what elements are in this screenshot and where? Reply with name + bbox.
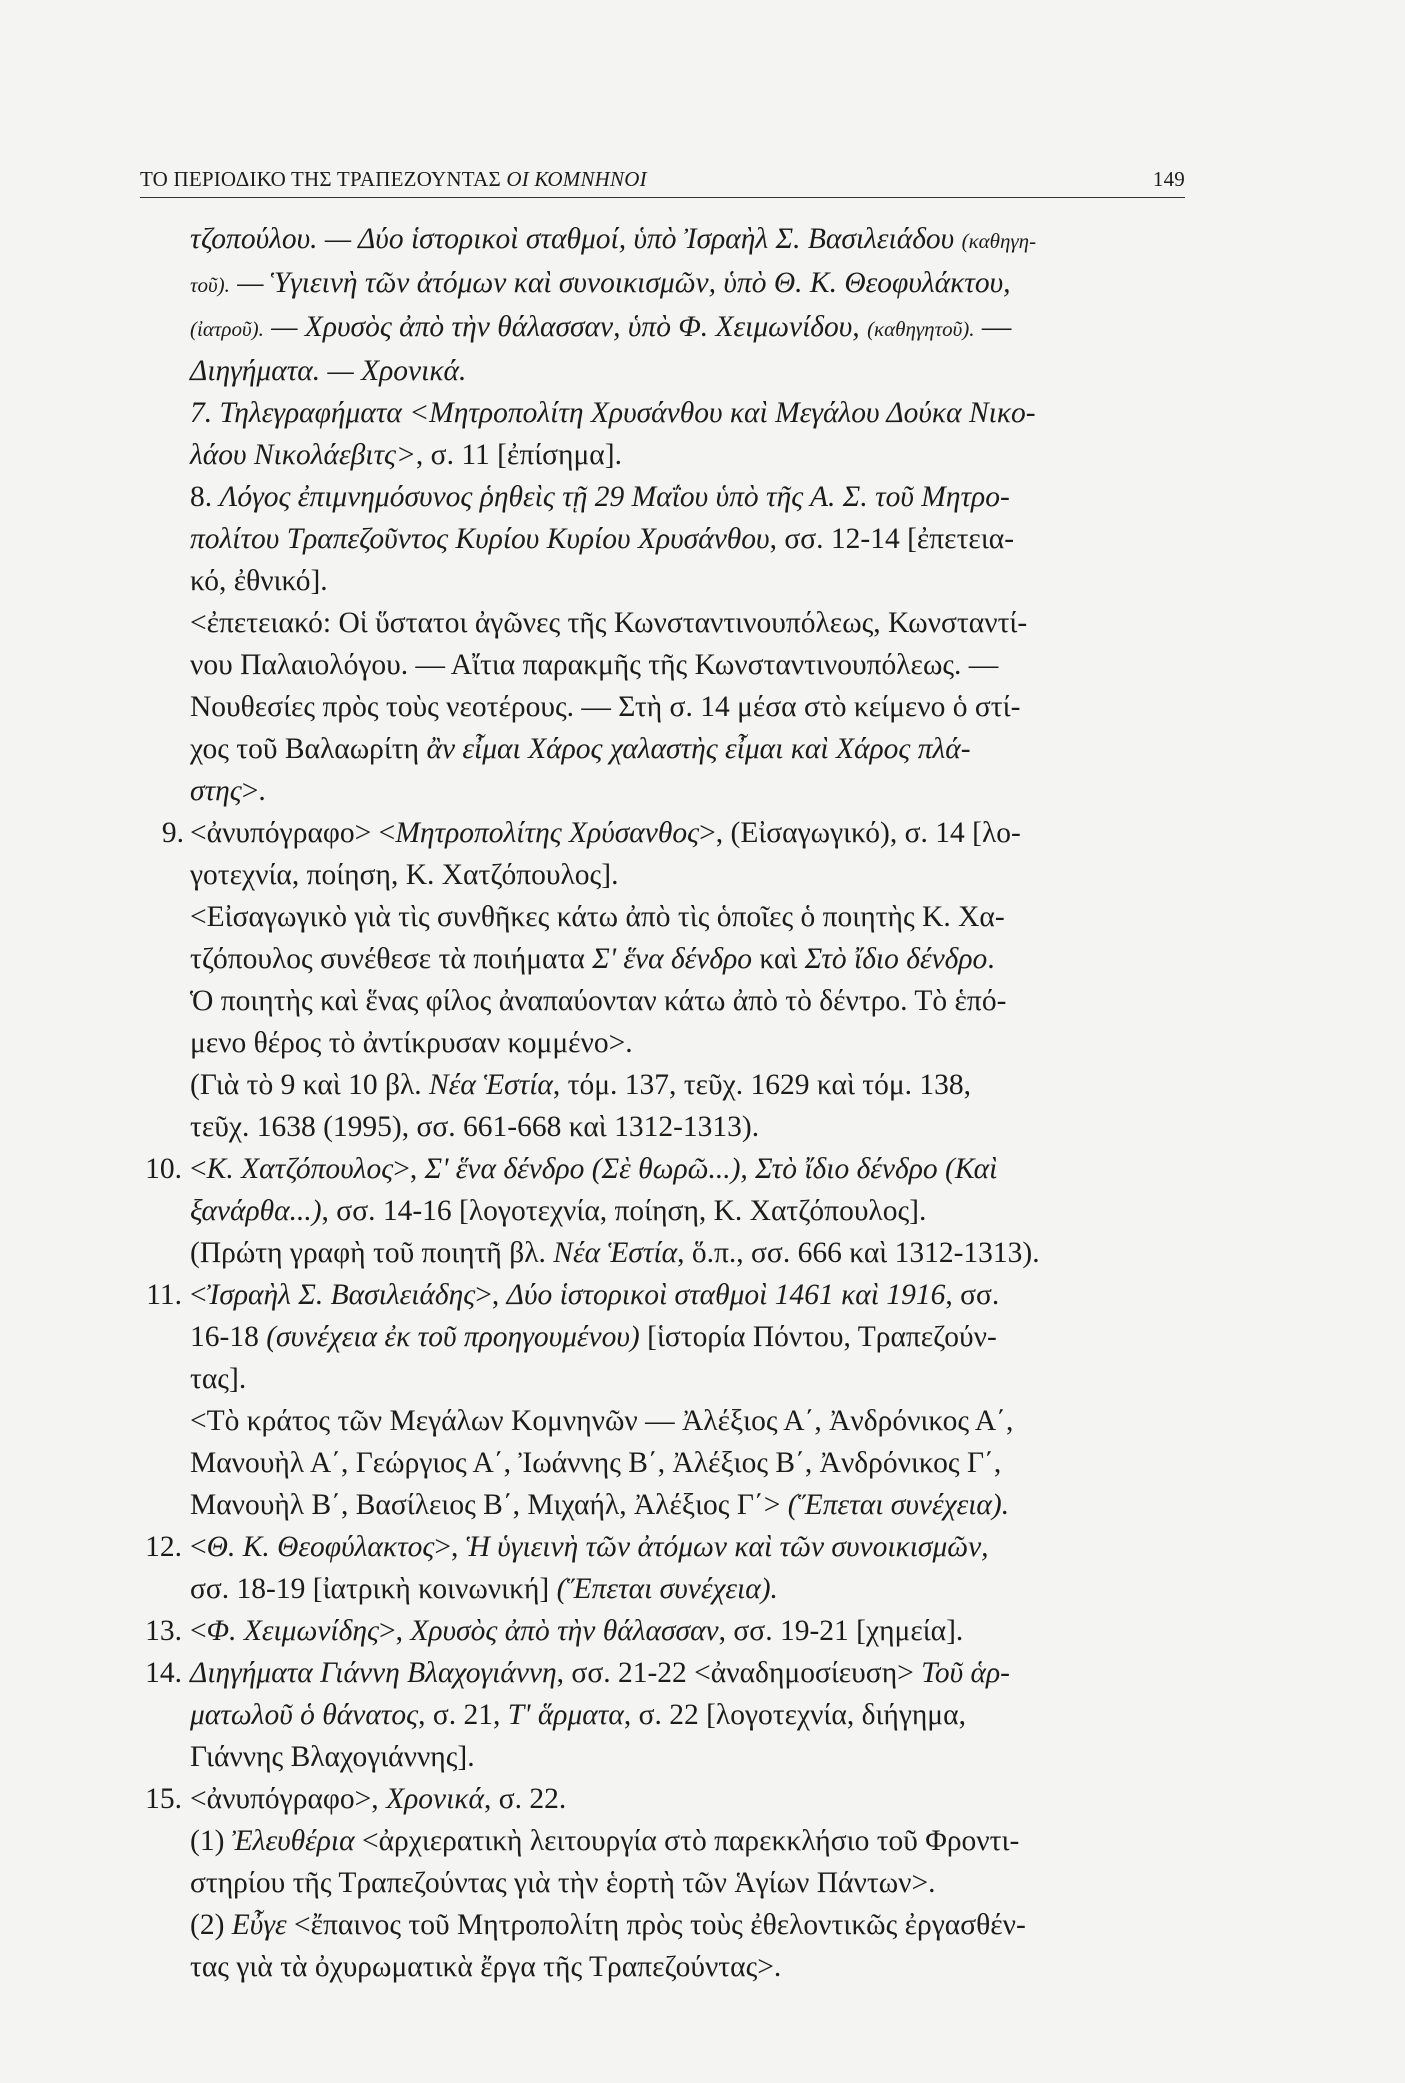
- text-line: τας γιὰ τὰ ὀχυρωματικὰ ἔργα τῆς Τραπεζούντας>.: [190, 1951, 782, 1983]
- text-line: τεῦχ. 1638 (1995), σσ. 661-668 καὶ 1312-1313).: [190, 1111, 760, 1143]
- text-line: νου Παλαιολόγου. — Αἴτια παρακμῆς τῆς Κωνσταντινουπόλεως. —: [190, 649, 999, 681]
- list-item: [190, 392, 1186, 476]
- list-item: [145, 1778, 1186, 1988]
- list-item: [145, 1526, 1186, 1610]
- running-head-italic: ΟΙ ΚΟΜΝΗΝΟΙ: [506, 167, 647, 191]
- text-line: Μανουὴλ Α΄, Γεώργιος Α΄, Ἰωάννης Β΄, Ἀλέξιος Β΄, Ἀνδρόνικος Γ΄,: [190, 1447, 1002, 1479]
- entry-number: 10.: [145, 1153, 182, 1185]
- entry-number: 9.: [161, 817, 184, 849]
- text-line: στης>.: [190, 775, 266, 807]
- list-item: [145, 1148, 1186, 1274]
- running-head-roman: ΤΟ ΠΕΡΙΟΔΙΚΟ ΤΗΣ ΤΡΑΠΕΖΟΥΝΤΑΣ: [140, 167, 507, 191]
- text-line: (ἰατροῦ). — Χρυσὸς ἀπὸ τὴν θάλασσαν, ὑπὸ Φ. Χειμωνίδου, (καθηγητοῦ). —: [190, 311, 1012, 343]
- text-line: κό, ἐθνικό].: [190, 565, 328, 597]
- text-line: τοῦ). — Ὑγιεινὴ τῶν ἀτόμων καὶ συνοικισμῶν, ὑπὸ Θ. Κ. Θεοφυλάκτου,: [190, 267, 1011, 299]
- text-line: <ἐπετειακό: Οἱ ὕστατοι ἀγῶνες τῆς Κωνσταντινουπόλεως, Κωνσταντί-: [190, 607, 1028, 639]
- running-header: [140, 164, 1185, 198]
- text-line: ξανάρθα...), σσ. 14-16 [λογοτεχνία, ποίηση, Κ. Χατζόπουλος].: [190, 1195, 927, 1227]
- text-line: Μανουὴλ Β΄, Βασίλειος Β΄, Μιχαήλ, Ἀλέξιος Γ΄> (Ἕπεται συνέχεια).: [190, 1489, 1010, 1521]
- text-line: Διηγήματα Γιάννη Βλαχογιάννη, σσ. 21-22 <ἀναδημοσίευση> Τοῦ ἁρ-: [190, 1657, 1011, 1689]
- text-line: <Φ. Χειμωνίδης>, Χρυσὸς ἀπὸ τὴν θάλασσαν, σσ. 19-21 [χημεία].: [190, 1615, 964, 1647]
- text-line: Διηγήματα. — Χρονικά.: [190, 355, 467, 387]
- text-line: <Ἰσραὴλ Σ. Βασιλειάδης>, Δύο ἱστορικοὶ σταθμοὶ 1461 καὶ 1916, σσ.: [190, 1279, 1000, 1311]
- list-item: [145, 1610, 1186, 1652]
- list-item: [190, 476, 1186, 812]
- text-line: σσ. 18-19 [ἰατρικὴ κοινωνική] (Ἕπεται συνέχεια).: [190, 1573, 778, 1605]
- text-line: 7. Τηλεγραφήματα <Μητροπολίτη Χρυσάνθου καὶ Μεγάλου Δούκα Νικο-: [190, 397, 1036, 429]
- list-item: [145, 1652, 1186, 1778]
- text-line: <ἀνυπόγραφο>, Χρονικά, σ. 22.: [190, 1783, 567, 1815]
- text-line: πολίτου Τραπεζοῦντος Κυρίου Κυρίου Χρυσάνθου, σσ. 12-14 [ἐπετεια-: [190, 523, 1015, 555]
- text-line: μενο θέρος τὸ ἀντίκρυσαν κομμένο>.: [190, 1027, 633, 1059]
- entry-number: 11.: [146, 1279, 182, 1311]
- text-line: λάου Νικολάεβιτς>, σ. 11 [ἐπίσημα].: [190, 439, 622, 471]
- list-item: [161, 812, 1186, 1148]
- text-line: (1) Ἐλευθέρια <ἀρχιερατικὴ λειτουργία στὸ παρεκκλήσιο τοῦ Φροντι-: [190, 1825, 1020, 1857]
- running-head-title: [140, 167, 647, 191]
- text-line: στηρίου τῆς Τραπεζούντας γιὰ τὴν ἑορτὴ τῶν Ἁγίων Πάντων>.: [190, 1867, 936, 1899]
- text-line: τας].: [190, 1363, 247, 1395]
- text-line: (Πρώτη γραφὴ τοῦ ποιητῆ βλ. Νέα Ἑστία, ὅ.π., σσ. 666 καὶ 1312-1313).: [190, 1237, 1040, 1269]
- text-line: Νουθεσίες πρὸς τοὺς νεοτέρους. — Στὴ σ. 14 μέσα στὸ κείμενο ὁ στί-: [190, 691, 1021, 723]
- text-line: τζόπουλος συνέθεσε τὰ ποιήματα Σ' ἕνα δένδρο καὶ Στὸ ἴδιο δένδρο.: [190, 943, 995, 975]
- text-line: τζοπούλου. — Δύο ἱστορικοὶ σταθμοί, ὑπὸ Ἰσραὴλ Σ. Βασιλειάδου (καθηγη-: [190, 223, 1037, 255]
- text-line: <ἀνυπόγραφο> <Μητροπολίτης Χρύσανθος>, (Εἰσαγωγικό), σ. 14 [λο-: [190, 817, 1021, 849]
- text-line: (2) Εὖγε <ἔπαινος τοῦ Μητροπολίτη πρὸς τοὺς ἐθελοντικῶς ἐργασθέν-: [190, 1909, 1026, 1941]
- entry-number: 15.: [145, 1783, 182, 1815]
- text-line: <Εἰσαγωγικὸ γιὰ τὶς συνθῆκες κάτω ἀπὸ τὶς ὁποῖες ὁ ποιητὴς Κ. Χα-: [190, 901, 1005, 933]
- text-line: 16-18 (συνέχεια ἐκ τοῦ προηγουμένου) [ἱστορία Πόντου, Τραπεζούν-: [190, 1321, 997, 1353]
- text-line: χος τοῦ Βαλαωρίτη ἂν εἶμαι Χάρος χαλαστὴς εἶμαι καὶ Χάρος πλά-: [190, 733, 971, 765]
- page-number: 149: [1152, 167, 1185, 191]
- list-item: [146, 1274, 1186, 1526]
- text-line: <Θ. Κ. Θεοφύλακτος>, Ἡ ὑγιεινὴ τῶν ἀτόμων καὶ τῶν συνοικισμῶν,: [190, 1531, 989, 1563]
- entry-number: 14.: [145, 1657, 182, 1689]
- text-line: <Κ. Χατζόπουλος>, Σ' ἕνα δένδρο (Σὲ θωρῶ...), Στὸ ἴδιο δένδρο (Καὶ: [190, 1153, 998, 1185]
- text-line: 8. Λόγος ἐπιμνημόσυνος ῥηθεὶς τῇ 29 Μαΐου ὑπὸ τῆς Α. Σ. τοῦ Μητρο-: [190, 481, 1010, 513]
- text-line: ματωλοῦ ὁ θάνατος, σ. 21, Τ' ἅρματα, σ. 22 [λογοτεχνία, διήγημα,: [190, 1699, 966, 1731]
- entry-number: 13.: [145, 1615, 182, 1647]
- entry-number: 12.: [145, 1531, 182, 1563]
- body-text: [145, 218, 1186, 1988]
- text-line: γοτεχνία, ποίηση, Κ. Χατζόπουλος].: [190, 859, 619, 891]
- text-line: <Τὸ κράτος τῶν Μεγάλων Κομνηνῶν — Ἀλέξιος Α΄, Ἀνδρόνικος Α΄,: [190, 1405, 1014, 1437]
- text-line: Γιάννης Βλαχογιάννης].: [190, 1741, 475, 1773]
- text-line: Ὁ ποιητὴς καὶ ἕνας φίλος ἀναπαύονταν κάτω ἀπὸ τὸ δέντρο. Τὸ ἑπό-: [190, 985, 1007, 1017]
- text-line: (Γιὰ τὸ 9 καὶ 10 βλ. Νέα Ἑστία, τόμ. 137, τεῦχ. 1629 καὶ τόμ. 138,: [190, 1069, 972, 1101]
